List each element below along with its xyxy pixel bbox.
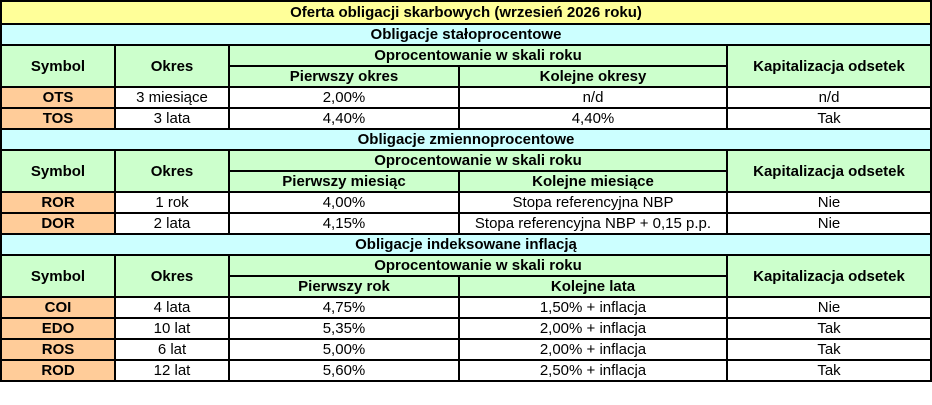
next-rate-cell: 2,00% + inflacja — [459, 318, 727, 339]
table-row — [1, 213, 931, 234]
symbol-cell: TOS — [1, 108, 115, 129]
okres-cell: 12 lat — [115, 360, 229, 381]
header-okres: Okres — [115, 255, 229, 297]
next-rate-cell: Stopa referencyjna NBP + 0,15 p.p. — [459, 213, 727, 234]
table-row — [1, 108, 931, 129]
okres-cell: 1 rok — [115, 192, 229, 213]
first-rate-cell: 4,75% — [229, 297, 459, 318]
table-row — [1, 318, 931, 339]
first-rate-cell: 4,00% — [229, 192, 459, 213]
kapitalizacja-cell: Nie — [727, 192, 931, 213]
header-oprocentowanie: Oprocentowanie w skali roku — [229, 150, 727, 171]
header-first-period: Pierwszy miesiąc — [229, 171, 459, 192]
table-row — [1, 339, 931, 360]
header-first-period: Pierwszy okres — [229, 66, 459, 87]
kapitalizacja-cell: Tak — [727, 318, 931, 339]
okres-cell: 10 lat — [115, 318, 229, 339]
section-title-floating-rate: Obligacje zmiennoprocentowe — [1, 129, 931, 150]
okres-cell: 2 lata — [115, 213, 229, 234]
kapitalizacja-cell: Nie — [727, 213, 931, 234]
table-row — [1, 360, 931, 381]
symbol-cell: DOR — [1, 213, 115, 234]
header-next-period: Kolejne okresy — [459, 66, 727, 87]
header-next-period: Kolejne miesiące — [459, 171, 727, 192]
next-rate-cell: 4,40% — [459, 108, 727, 129]
first-rate-cell: 4,15% — [229, 213, 459, 234]
kapitalizacja-cell: Tak — [727, 108, 931, 129]
first-rate-cell: 2,00% — [229, 87, 459, 108]
symbol-cell: ROD — [1, 360, 115, 381]
okres-cell: 3 miesiące — [115, 87, 229, 108]
next-rate-cell: 2,00% + inflacja — [459, 339, 727, 360]
section-title-fixed-rate: Obligacje stałoprocentowe — [1, 24, 931, 45]
table-row — [1, 87, 931, 108]
kapitalizacja-cell: Tak — [727, 339, 931, 360]
first-rate-cell: 5,60% — [229, 360, 459, 381]
symbol-cell: ROS — [1, 339, 115, 360]
header-symbol: Symbol — [1, 45, 115, 87]
section-title-inflation-indexed: Obligacje indeksowane inflacją — [1, 234, 931, 255]
next-rate-cell: 1,50% + inflacja — [459, 297, 727, 318]
symbol-cell: COI — [1, 297, 115, 318]
okres-cell: 3 lata — [115, 108, 229, 129]
okres-cell: 4 lata — [115, 297, 229, 318]
header-kapitalizacja: Kapitalizacja odsetek — [727, 45, 931, 87]
header-okres: Okres — [115, 150, 229, 192]
table-row — [1, 192, 931, 213]
next-rate-cell: n/d — [459, 87, 727, 108]
table-title: Oferta obligacji skarbowych (wrzesień 2026 roku) — [1, 1, 931, 24]
next-rate-cell: 2,50% + inflacja — [459, 360, 727, 381]
kapitalizacja-cell: n/d — [727, 87, 931, 108]
header-oprocentowanie: Oprocentowanie w skali roku — [229, 45, 727, 66]
header-symbol: Symbol — [1, 150, 115, 192]
symbol-cell: ROR — [1, 192, 115, 213]
symbol-cell: EDO — [1, 318, 115, 339]
header-first-period: Pierwszy rok — [229, 276, 459, 297]
first-rate-cell: 4,40% — [229, 108, 459, 129]
header-okres: Okres — [115, 45, 229, 87]
header-symbol: Symbol — [1, 255, 115, 297]
first-rate-cell: 5,00% — [229, 339, 459, 360]
kapitalizacja-cell: Tak — [727, 360, 931, 381]
table-row — [1, 297, 931, 318]
symbol-cell: OTS — [1, 87, 115, 108]
header-oprocentowanie: Oprocentowanie w skali roku — [229, 255, 727, 276]
first-rate-cell: 5,35% — [229, 318, 459, 339]
kapitalizacja-cell: Nie — [727, 297, 931, 318]
header-kapitalizacja: Kapitalizacja odsetek — [727, 150, 931, 192]
header-next-period: Kolejne lata — [459, 276, 727, 297]
okres-cell: 6 lat — [115, 339, 229, 360]
next-rate-cell: Stopa referencyjna NBP — [459, 192, 727, 213]
header-kapitalizacja: Kapitalizacja odsetek — [727, 255, 931, 297]
